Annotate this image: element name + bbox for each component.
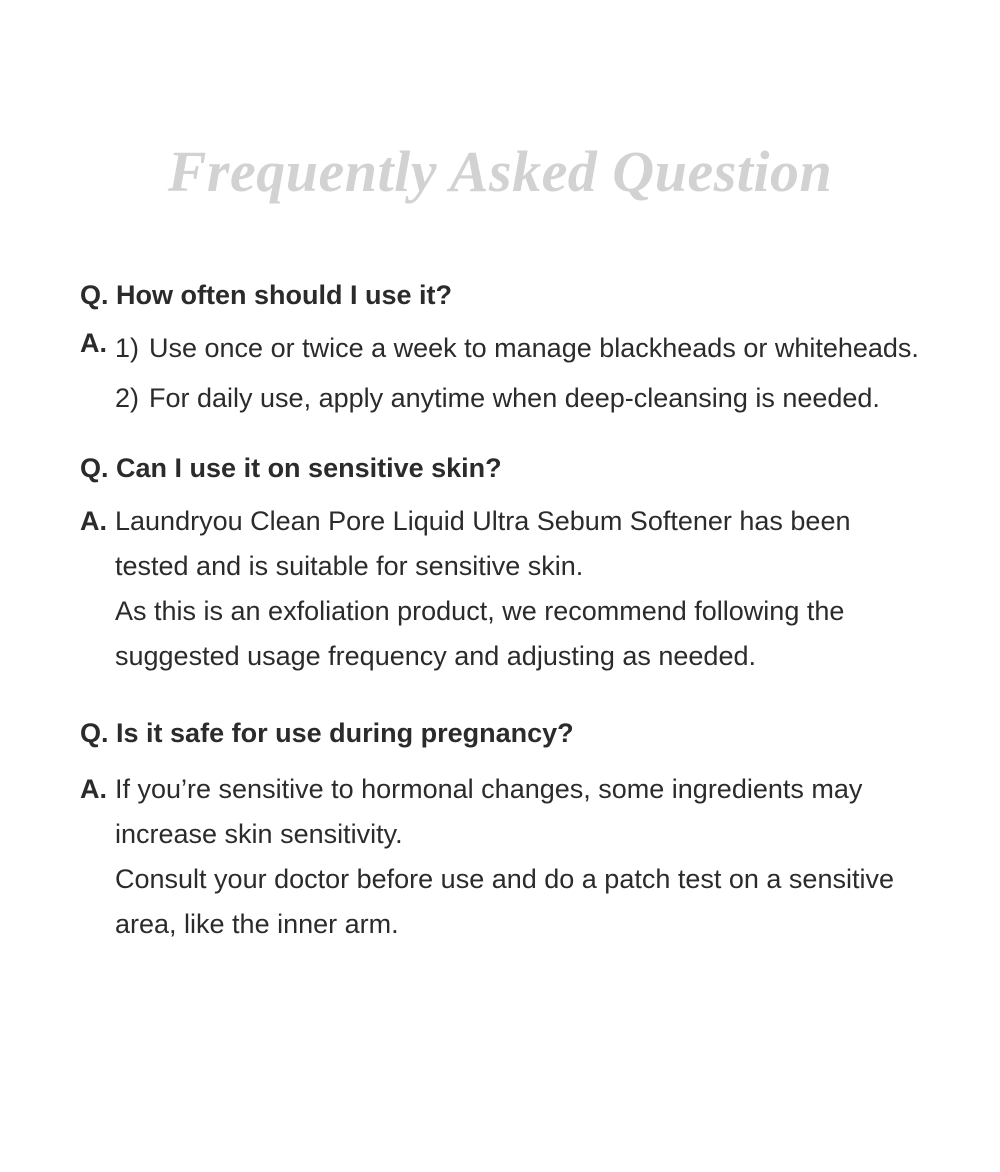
faq-question-1: [80, 275, 920, 315]
faq-list: [80, 275, 920, 947]
answer-item-2: [115, 378, 920, 418]
answer-body: [115, 328, 920, 418]
item-number: 1): [115, 333, 140, 363]
item-text: For daily use, apply anytime when deep-cleansing is needed.: [149, 383, 880, 413]
answer-paragraph: Laundryou Clean Pore Liquid Ultra Sebum Softener has been tested and is suitable for sensitive skin.: [115, 506, 851, 581]
question-prefix: Q.: [80, 280, 109, 310]
answer-prefix: A.: [80, 774, 107, 804]
answer-item-1: [115, 328, 920, 368]
faq-answer-2: [80, 499, 920, 679]
answer-body: [115, 499, 920, 679]
item-text: Use once or twice a week to manage blackheads or whiteheads.: [149, 333, 919, 363]
question-text: Is it safe for use during pregnancy?: [116, 718, 574, 748]
faq-answer-1: [80, 328, 920, 418]
answer-paragraph: Consult your doctor before use and do a patch test on a sensitive area, like the inner arm.: [115, 864, 894, 939]
faq-question-2: [80, 448, 920, 488]
question-text: How often should I use it?: [116, 280, 453, 310]
item-number: 2): [115, 383, 140, 413]
answer-prefix: A.: [80, 328, 107, 358]
answer-paragraph: If you’re sensitive to hormonal changes, some ingredients may increase skin sensitivity.: [115, 774, 863, 849]
answer-body: [115, 767, 920, 947]
faq-question-3: [80, 713, 920, 753]
question-prefix: Q.: [80, 453, 109, 483]
page-title: Frequently Asked Question: [167, 139, 833, 204]
question-text: Can I use it on sensitive skin?: [116, 453, 502, 483]
faq-answer-3: [80, 767, 920, 947]
question-prefix: Q.: [80, 718, 109, 748]
answer-prefix: A.: [80, 506, 107, 536]
answer-paragraph: As this is an exfoliation product, we recommend following the suggested usage frequency and adjusting as needed.: [115, 596, 845, 671]
